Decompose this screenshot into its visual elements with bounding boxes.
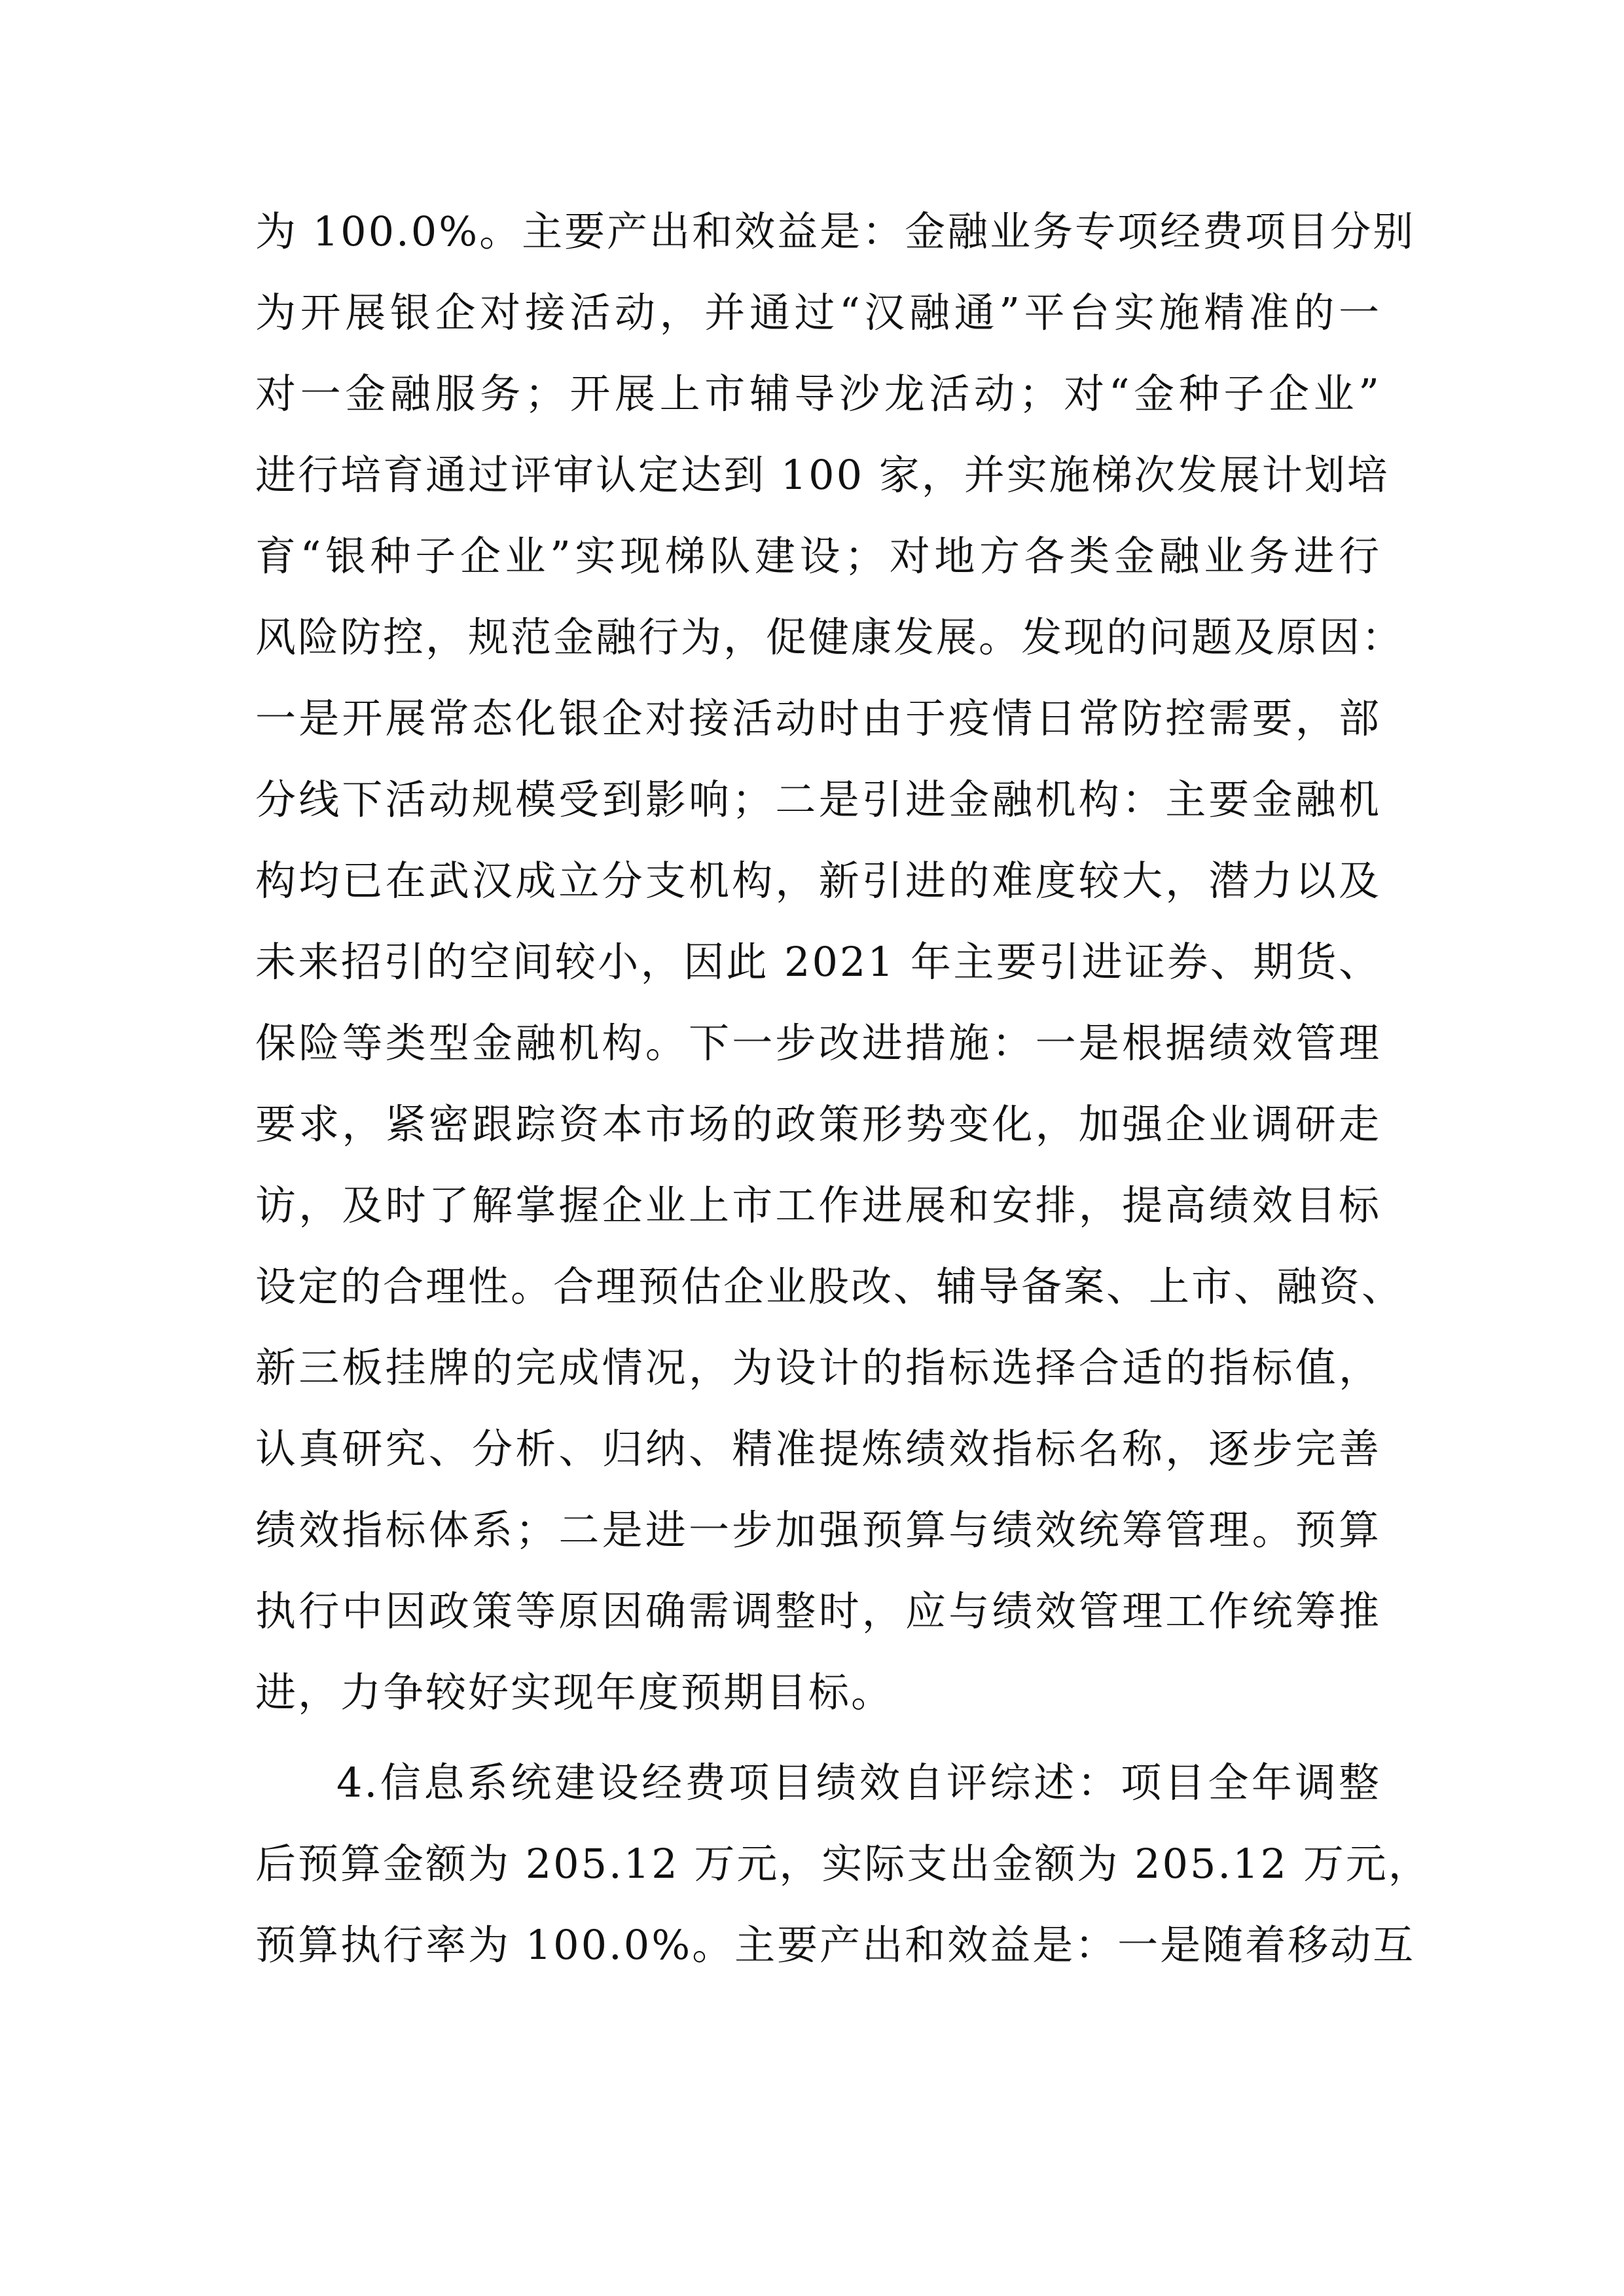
text-line: 认真研究、分析、归纳、精准提炼绩效指标名称，逐步完善 — [255, 1425, 1381, 1473]
text-line: 预算执行率为 100.0%。主要产出和效益是：一是随着移动互 — [255, 1921, 1416, 1969]
text-line: 为开展银企对接活动，并通过“汉融通”平台实施精准的一 — [255, 289, 1381, 336]
text-line: 设定的合理性。合理预估企业股改、辅导备案、上市、融资、 — [255, 1263, 1405, 1310]
text-line: 构均已在武汉成立分支机构，新引进的难度较大，潜力以及 — [255, 857, 1381, 905]
text-line: 新三板挂牌的完成情况，为设计的指标选择合适的指标值， — [255, 1344, 1381, 1391]
text-line: 育“银种子企业”实现梯队建设；对地方各类金融业务进行 — [255, 532, 1381, 580]
text-line: 一是开展常态化银企对接活动时由于疫情日常防控需要，部 — [255, 694, 1381, 742]
text-line: 后预算金额为 205.12 万元，实际支出金额为 205.12 万元， — [255, 1840, 1431, 1888]
text-line: 进，力争较好实现年度预期目标。 — [255, 1668, 894, 1716]
text-line: 要求，紧密跟踪资本市场的政策形势变化，加强企业调研走 — [255, 1100, 1381, 1148]
text-line: 未来招引的空间较小，因此 2021 年主要引进证券、期货、 — [255, 938, 1381, 986]
text-line: 执行中因政策等原因确需调整时，应与绩效管理工作统筹推 — [255, 1587, 1381, 1635]
text-line: 风险防控，规范金融行为，促健康发展。发现的问题及原因： — [255, 613, 1405, 661]
text-line: 进行培育通过评审认定达到 100 家，并实施梯次发展计划培 — [255, 451, 1390, 499]
text-line: 访，及时了解掌握企业上市工作进展和安排，提高绩效目标 — [255, 1181, 1381, 1229]
text-line: 保险等类型金融机构。下一步改进措施：一是根据绩效管理 — [255, 1019, 1381, 1067]
text-line: 分线下活动规模受到影响；二是引进金融机构：主要金融机 — [255, 776, 1381, 823]
text-line: 绩效指标体系；二是进一步加强预算与绩效统筹管理。预算 — [255, 1506, 1381, 1554]
text-line: 为 100.0%。主要产出和效益是：金融业务专项经费项目分别 — [255, 207, 1416, 255]
text-line: 对一金融服务；开展上市辅导沙龙活动；对“金种子企业” — [255, 370, 1381, 418]
text-line: 4.信息系统建设经费项目绩效自评综述：项目全年调整 — [336, 1759, 1381, 1806]
